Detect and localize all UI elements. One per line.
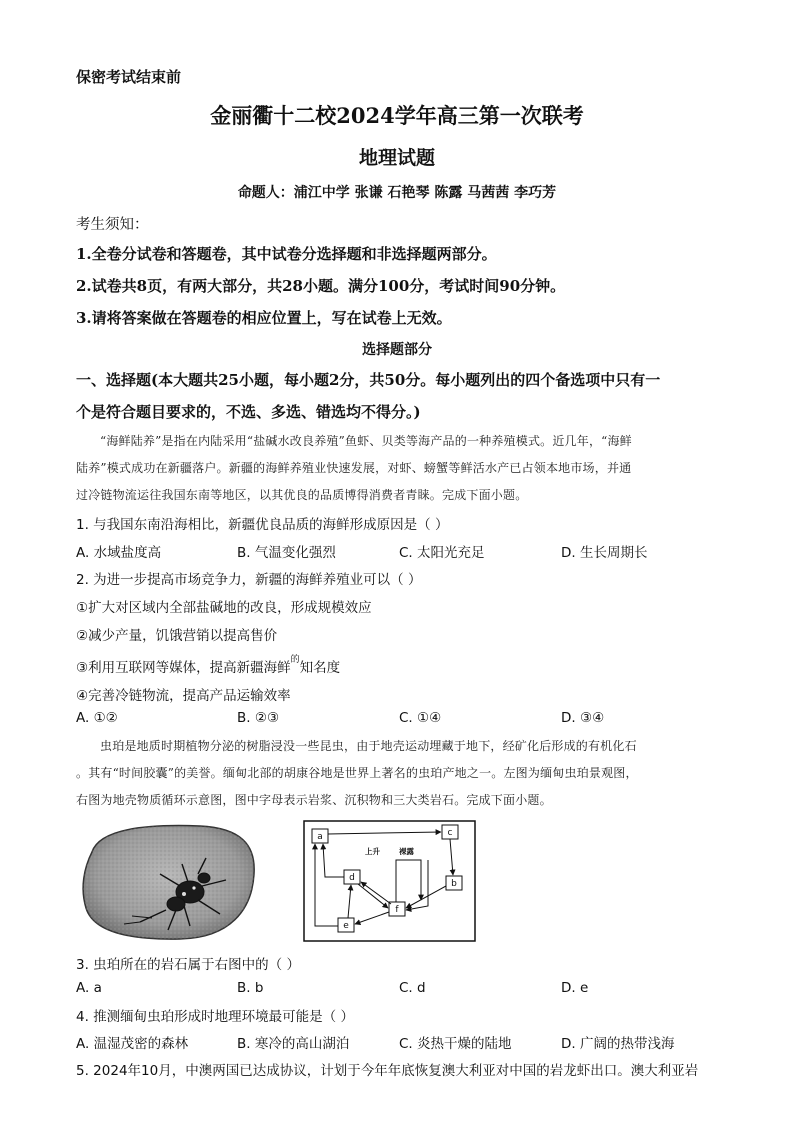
q1-stem: 1. 与我国东南沿海相比，新疆优良品质的海鲜形成原因是（ ） bbox=[76, 517, 449, 533]
q2-option-a: A. ①② bbox=[76, 710, 118, 726]
passage2-line2: 。其有“时间胶囊”的美誉。缅甸北部的胡康谷地是世界上著名的虫珀产地之一。左图为缅甸虫珀景观图， bbox=[76, 766, 638, 780]
node-a-label: a bbox=[317, 832, 323, 842]
subject-title: 地理试题 bbox=[358, 147, 435, 169]
node-b-label: b bbox=[451, 879, 457, 889]
q2-statement-3-tail: 知名度 bbox=[299, 660, 341, 676]
q1-option-d: D. 生长周期长 bbox=[561, 545, 648, 561]
q5-stem: 5. 2024年10月，中澳两国已达成协议，计划于今年年底恢复澳大利亚对中国的岩龙虾出口。澳大利亚岩 bbox=[76, 1063, 699, 1079]
passage1-line2: 陆养”模式成功在新疆落户。新疆的海鲜养殖业快速发展，对虾、螃蟹等鲜活水产已占领本地市场，并通 bbox=[76, 461, 632, 475]
node-d-label: d bbox=[349, 873, 355, 883]
authors-line: 命题人：浦江中学 张谦 石艳琴 陈露 马茜茜 李巧芳 bbox=[237, 185, 557, 201]
q2-statement-3-text: ③利用互联网等媒体，提高新疆海鲜 bbox=[76, 660, 291, 676]
q2-option-c: C. ①④ bbox=[399, 710, 442, 726]
q4-option-a: A. 温湿茂密的森林 bbox=[76, 1036, 189, 1052]
label-exposed: 裸露 bbox=[399, 847, 414, 856]
q3-option-d: D. e bbox=[561, 980, 589, 996]
q2-statement-1: ①扩大对区域内全部盐碱地的改良，形成规模效应 bbox=[76, 600, 372, 616]
q4-stem: 4. 推测缅甸虫珀形成时地理环境最可能是（ ） bbox=[76, 1009, 354, 1025]
section-instruction-2: 个是符合题目要求的，不选、多选、错选均不得分。) bbox=[76, 403, 421, 421]
q2-option-b: B. ②③ bbox=[237, 710, 280, 726]
passage1-line1: “海鲜陆养”是指在内陆采用“盐碱水改良养殖”鱼虾、贝类等海产品的一种养殖模式。近几年，“海鲜 bbox=[100, 434, 632, 448]
q1-option-a: A. 水域盐度高 bbox=[76, 545, 162, 561]
note-item-3: 3.请将答案做在答题卷的相应位置上，写在试卷上无效。 bbox=[76, 309, 452, 327]
passage2-line3: 右图为地壳物质循环示意图，图中字母表示岩浆、沉积物和三大类岩石。完成下面小题。 bbox=[76, 793, 552, 807]
notes-heading: 考生须知： bbox=[76, 217, 149, 233]
q3-option-c: C. d bbox=[399, 980, 426, 996]
q3-stem: 3. 虫珀所在的岩石属于右图中的（ ） bbox=[76, 957, 300, 973]
q2-superscript: 的 bbox=[290, 654, 300, 665]
note-item-1: 1.全卷分试卷和答题卷，其中试卷分选择题和非选择题两部分。 bbox=[76, 245, 497, 263]
exam-title: 金丽衢十二校2024学年高三第一次联考 bbox=[210, 103, 584, 128]
q1-option-c: C. 太阳光充足 bbox=[399, 545, 485, 561]
q1-option-b: B. 气温变化强烈 bbox=[237, 545, 336, 561]
q2-statement-2: ②减少产量，饥饿营销以提高售价 bbox=[76, 628, 278, 644]
q4-option-d: D. 广阔的热带浅海 bbox=[561, 1036, 675, 1052]
node-e-label: e bbox=[343, 921, 349, 931]
q4-option-c: C. 炎热干燥的陆地 bbox=[399, 1036, 512, 1052]
q3-option-b: B. b bbox=[237, 980, 264, 996]
passage1-line3: 过冷链物流运往我国东南等地区，以其优良的品质博得消费者青睐。完成下面小题。 bbox=[76, 488, 528, 502]
q2-option-d: D. ③④ bbox=[561, 710, 605, 726]
node-f-label: f bbox=[395, 905, 399, 915]
section-instruction-1: 一、选择题(本大题共25小题，每小题2分，共50分。每小题列出的四个备选项中只有一 bbox=[76, 371, 661, 389]
label-uplift: 上升 bbox=[365, 847, 380, 856]
confidential-label: 保密考试结束前 bbox=[76, 68, 182, 86]
note-item-2: 2.试卷共8页，有两大部分，共28小题。满分100分，考试时间90分钟。 bbox=[76, 277, 566, 295]
q2-statement-4: ④完善冷链物流，提高产品运输效率 bbox=[76, 688, 291, 704]
q2-stem: 2. 为进一步提高市场竞争力，新疆的海鲜养殖业可以（ ） bbox=[76, 572, 422, 588]
q4-option-b: B. 寒冷的高山湖泊 bbox=[237, 1036, 350, 1052]
node-c-label: c bbox=[447, 828, 453, 838]
passage2-line1: 虫珀是地质时期植物分泌的树脂浸没一些昆虫，由于地壳运动埋藏于地下，经矿化后形成的有机化石 bbox=[100, 739, 637, 753]
amber-photo bbox=[80, 822, 258, 942]
q2-statement-3 bbox=[76, 656, 340, 676]
rock-cycle-diagram bbox=[303, 820, 476, 942]
section-title: 选择题部分 bbox=[362, 342, 432, 358]
q3-option-a: A. a bbox=[76, 980, 102, 996]
